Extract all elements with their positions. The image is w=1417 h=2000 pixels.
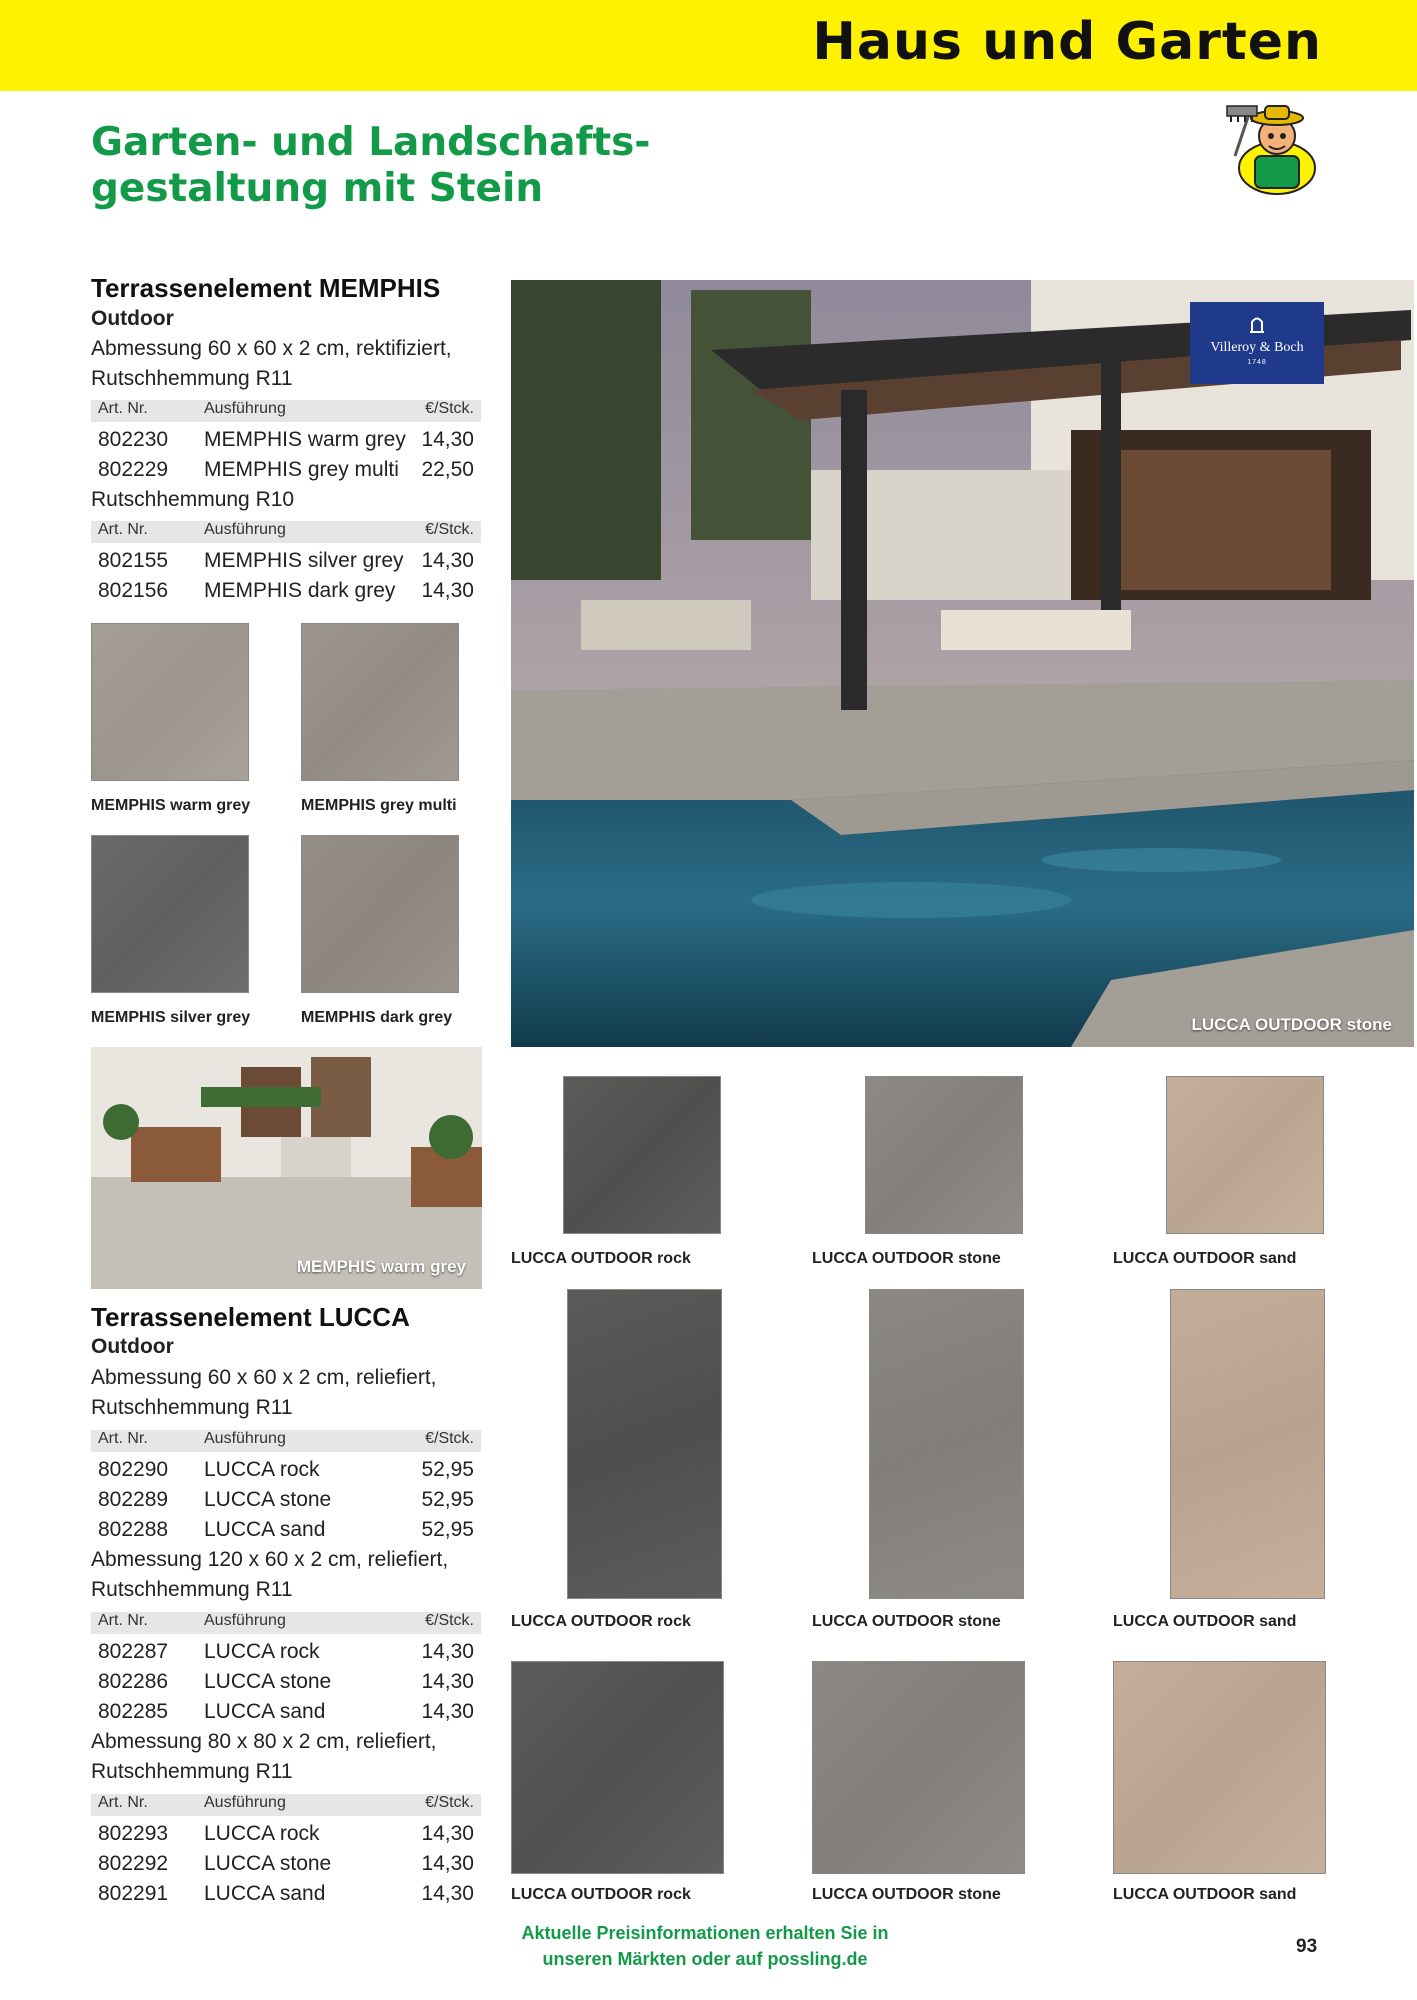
header-title: Haus und Garten (812, 12, 1322, 72)
table-row (91, 1455, 481, 1485)
col-ausfuehrung: Ausführung (204, 1794, 286, 1811)
swatch-lucca-rock-120 (567, 1289, 722, 1599)
col-ausfuehrung: Ausführung (204, 1430, 286, 1447)
swatch-label: LUCCA OUTDOOR stone (812, 1250, 1001, 1267)
lucca-spec-c-dimension: Abmessung 80 x 80 x 2 cm, reliefiert, (91, 1730, 437, 1753)
section-title-line1: Garten- und Landschafts- (91, 120, 651, 165)
table-row (91, 455, 481, 485)
footer-note (480, 1920, 930, 1972)
art-nr: 802293 (98, 1822, 169, 1845)
swatch-lucca-stone-120 (869, 1289, 1024, 1599)
price: 22,50 (421, 458, 474, 481)
swatch-label: LUCCA OUTDOOR sand (1113, 1250, 1297, 1267)
variant: MEMPHIS grey multi (204, 458, 399, 481)
table-row (91, 1849, 481, 1879)
price: 52,95 (421, 1518, 474, 1541)
art-nr: 802286 (98, 1670, 169, 1693)
variant: LUCCA stone (204, 1852, 332, 1875)
section-title (91, 120, 691, 212)
table-row (91, 1515, 481, 1545)
swatch-lucca-rock-80 (511, 1661, 724, 1874)
art-nr: 802292 (98, 1852, 169, 1875)
pool-photo-caption: LUCCA OUTDOOR stone (1191, 1015, 1392, 1034)
variant: LUCCA sand (204, 1882, 326, 1905)
memphis-table2-header (91, 521, 481, 543)
swatch-lucca-sand-80 (1113, 1661, 1326, 1874)
variant: MEMPHIS silver grey (204, 549, 404, 572)
swatch-lucca-sand-60 (1166, 1076, 1324, 1234)
art-nr: 802288 (98, 1518, 169, 1541)
price: 14,30 (421, 549, 474, 572)
lucca-subtitle: Outdoor (91, 1335, 174, 1358)
variant: LUCCA sand (204, 1700, 326, 1723)
swatch-memphis-silver-grey (91, 835, 249, 993)
swatch-lucca-stone-80 (812, 1661, 1025, 1874)
pool-terrace-photo (511, 280, 1414, 1047)
col-price: €/Stck. (425, 400, 474, 417)
garden-scene-image (91, 1047, 482, 1289)
table-row (91, 1819, 481, 1849)
variant: LUCCA stone (204, 1488, 332, 1511)
lucca-spec-a-slip: Rutschhemmung R11 (91, 1396, 293, 1419)
memphis-table1-header (91, 400, 481, 422)
col-art-nr: Art. Nr. (98, 1794, 148, 1811)
art-nr: 802291 (98, 1882, 169, 1905)
brand-year: 1748 (1247, 359, 1267, 366)
price: 52,95 (421, 1458, 474, 1481)
swatch-label: LUCCA OUTDOOR sand (1113, 1886, 1297, 1903)
art-nr: 802287 (98, 1640, 169, 1663)
variant: LUCCA rock (204, 1640, 320, 1663)
col-art-nr: Art. Nr. (98, 521, 148, 538)
lucca-tableA-header (91, 1430, 481, 1452)
art-nr: 802230 (98, 428, 169, 451)
price: 14,30 (421, 1882, 474, 1905)
col-ausfuehrung: Ausführung (204, 521, 286, 538)
price: 14,30 (421, 579, 474, 602)
price: 14,30 (421, 1822, 474, 1845)
swatch-lucca-stone-60 (865, 1076, 1023, 1234)
lucca-spec-a-dimension: Abmessung 60 x 60 x 2 cm, reliefiert, (91, 1366, 437, 1389)
lucca-tableB-header (91, 1612, 481, 1634)
swatch-label: MEMPHIS dark grey (301, 1009, 453, 1026)
memphis-photo-caption: MEMPHIS warm grey (296, 1257, 466, 1276)
price: 14,30 (421, 1700, 474, 1723)
col-price: €/Stck. (425, 521, 474, 538)
swatch-label: LUCCA OUTDOOR rock (511, 1886, 691, 1903)
table-row (91, 1637, 481, 1667)
villeroy-boch-logo (1190, 302, 1324, 384)
swatch-label: LUCCA OUTDOOR rock (511, 1250, 691, 1267)
variant: MEMPHIS warm grey (204, 428, 406, 451)
art-nr: 802155 (98, 549, 169, 572)
table-row (91, 1697, 481, 1727)
memphis-title: Terrassenelement MEMPHIS (91, 273, 441, 303)
swatch-lucca-sand-120 (1170, 1289, 1325, 1599)
variant: LUCCA rock (204, 1458, 320, 1481)
col-art-nr: Art. Nr. (98, 1612, 148, 1629)
swatch-label: LUCCA OUTDOOR rock (511, 1613, 691, 1630)
price: 14,30 (421, 1640, 474, 1663)
table-row (91, 425, 481, 455)
swatch-label: LUCCA OUTDOOR stone (812, 1886, 1001, 1903)
swatch-label: LUCCA OUTDOOR stone (812, 1613, 1001, 1630)
section-title-line2: gestaltung mit Stein (91, 166, 544, 211)
col-price: €/Stck. (425, 1612, 474, 1629)
lucca-spec-b-dimension: Abmessung 120 x 60 x 2 cm, reliefiert, (91, 1548, 449, 1571)
pool-scene-image (511, 280, 1414, 1047)
col-price: €/Stck. (425, 1794, 474, 1811)
table-row (91, 546, 481, 576)
art-nr: 802229 (98, 458, 169, 481)
price: 14,30 (421, 428, 474, 451)
footer-line1: Aktuelle Preisinformationen erhalten Sie in (521, 1923, 889, 1943)
table-row (91, 1667, 481, 1697)
table-row (91, 1879, 481, 1909)
memphis-garden-photo (91, 1047, 482, 1289)
lucca-title: Terrassenelement LUCCA (91, 1302, 410, 1332)
swatch-lucca-rock-60 (563, 1076, 721, 1234)
swatch-label: LUCCA OUTDOOR sand (1113, 1613, 1297, 1630)
lucca-spec-c-slip: Rutschhemmung R11 (91, 1760, 293, 1783)
swatch-label: MEMPHIS grey multi (301, 797, 457, 814)
variant: LUCCA sand (204, 1518, 326, 1541)
col-art-nr: Art. Nr. (98, 1430, 148, 1447)
col-ausfuehrung: Ausführung (204, 400, 286, 417)
brand-name: Villeroy & Boch (1210, 340, 1304, 355)
art-nr: 802289 (98, 1488, 169, 1511)
variant: LUCCA rock (204, 1822, 320, 1845)
memphis-spec-slip: Rutschhemmung R11 (91, 367, 293, 390)
memphis-spec-dimension: Abmessung 60 x 60 x 2 cm, rektifiziert, (91, 337, 452, 360)
price: 14,30 (421, 1852, 474, 1875)
col-price: €/Stck. (425, 1430, 474, 1447)
swatch-memphis-warm-grey (91, 623, 249, 781)
page-number: 93 (1296, 1936, 1318, 1957)
memphis-spec-slip-r10: Rutschhemmung R10 (91, 488, 295, 511)
swatch-label: MEMPHIS silver grey (91, 1009, 251, 1026)
footer-line2: unseren Märkten oder auf possling.de (542, 1949, 868, 1969)
col-art-nr: Art. Nr. (98, 400, 148, 417)
brand-emblem-icon (1190, 302, 1324, 338)
art-nr: 802156 (98, 579, 169, 602)
price: 14,30 (421, 1670, 474, 1693)
price: 52,95 (421, 1488, 474, 1511)
gardener-mascot-icon (1205, 96, 1325, 196)
lucca-spec-b-slip: Rutschhemmung R11 (91, 1578, 293, 1601)
swatch-memphis-dark-grey (301, 835, 459, 993)
col-ausfuehrung: Ausführung (204, 1612, 286, 1629)
table-row (91, 576, 481, 606)
lucca-tableC-header (91, 1794, 481, 1816)
swatch-label: MEMPHIS warm grey (91, 797, 251, 814)
variant: MEMPHIS dark grey (204, 579, 396, 602)
swatch-memphis-grey-multi (301, 623, 459, 781)
variant: LUCCA stone (204, 1670, 332, 1693)
art-nr: 802285 (98, 1700, 169, 1723)
table-row (91, 1485, 481, 1515)
memphis-subtitle: Outdoor (91, 307, 174, 330)
art-nr: 802290 (98, 1458, 169, 1481)
